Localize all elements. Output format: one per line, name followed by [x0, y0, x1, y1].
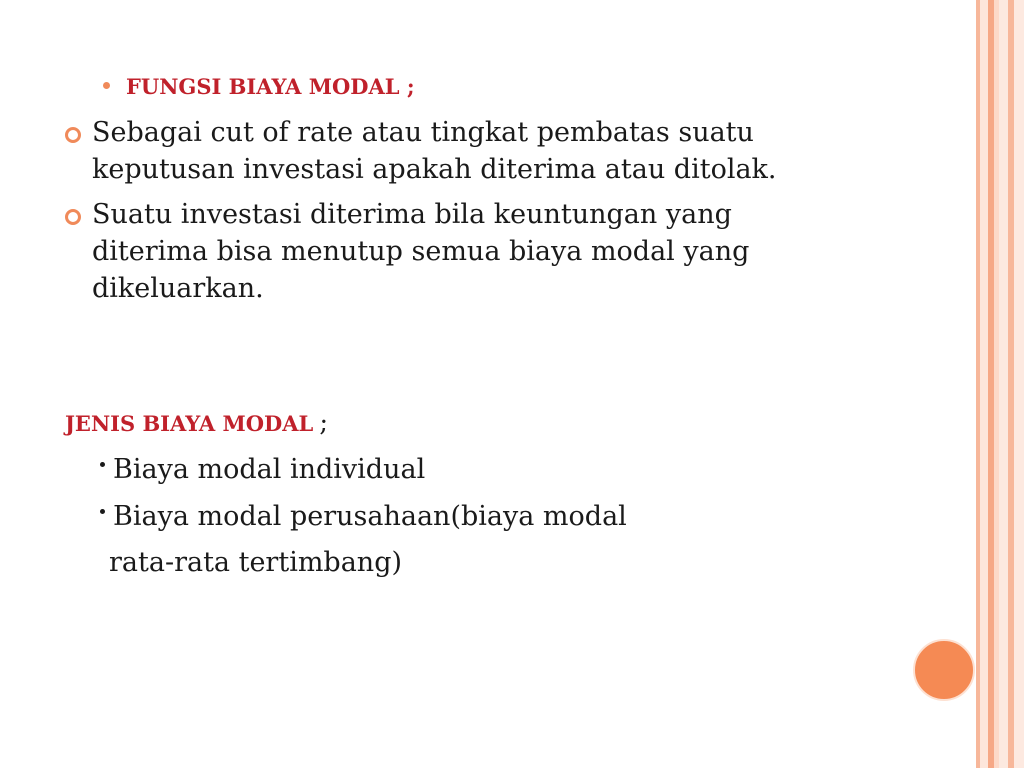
bullet-dot-icon [100, 462, 105, 467]
ring-bullet-icon [65, 127, 81, 143]
list-item-text: rata-rata tertimbang) [109, 547, 403, 578]
bullet-paragraph [92, 196, 892, 307]
decor-circle [913, 639, 975, 701]
list-item-text: Biaya modal perusahaan(biaya modal [113, 501, 627, 532]
list-item [100, 451, 425, 488]
decor-stripe [999, 0, 1008, 768]
paragraph-line: dikeluarkan. [92, 273, 264, 304]
bullet-dot-icon [100, 509, 105, 514]
paragraph-line: keputusan investasi apakah diterima atau ditolak. [92, 154, 777, 185]
decor-stripe [980, 0, 988, 768]
paragraph-line: Sebagai cut of rate atau tingkat pembatas suatu [92, 117, 754, 148]
section-heading-fungsi [103, 74, 415, 99]
paragraph-line: diterima bisa menutup semua biaya modal yang [92, 236, 750, 267]
paragraph-line: Suatu investasi diterima bila keuntungan yang [92, 199, 732, 230]
list-item [100, 498, 627, 535]
heading-text: FUNGSI BIAYA MODAL ; [126, 74, 415, 99]
list-item-text: Biaya modal individual [113, 454, 426, 485]
decor-stripe [1014, 0, 1024, 768]
heading-text: JENIS BIAYA MODAL [65, 411, 314, 436]
bullet-paragraph [92, 114, 892, 188]
ring-bullet-icon [65, 209, 81, 225]
bullet-dot-icon [103, 82, 110, 89]
section-heading-jenis [65, 408, 328, 438]
list-item-continuation [109, 544, 402, 581]
heading-suffix: ; [319, 408, 329, 438]
